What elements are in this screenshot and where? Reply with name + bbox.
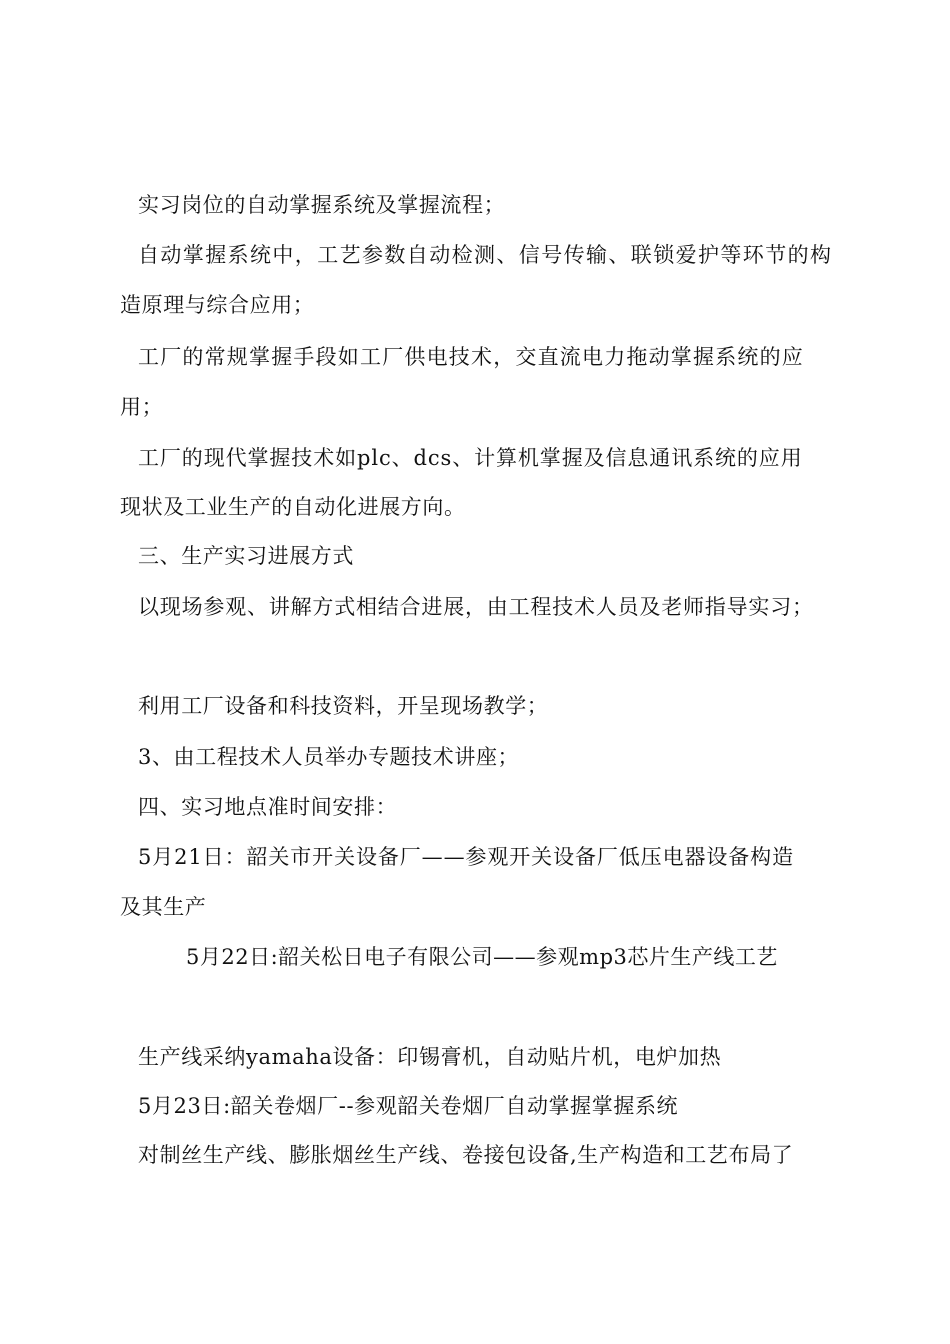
text-line: 现状及工业生产的自动化进展方向。 bbox=[120, 495, 466, 519]
text-line: 工厂的常规掌握手段如工厂供电技术，交直流电力拖动掌握系统的应 bbox=[138, 345, 804, 369]
text-line: 及其生产 bbox=[120, 895, 207, 919]
text-line: 实习岗位的自动掌握系统及掌握流程； bbox=[138, 193, 506, 217]
text-line: 以现场参观、讲解方式相结合进展，由工程技术人员及老师指导实习； bbox=[138, 595, 814, 619]
section-heading: 四、实习地点准时间安排： bbox=[138, 795, 398, 819]
text-line: 利用工厂设备和科技资料，开呈现场教学； bbox=[138, 694, 549, 718]
text-line: 用； bbox=[120, 395, 164, 419]
text-line: 生产线采纳yamaha设备：印锡膏机，自动贴片机，电炉加热 bbox=[138, 1045, 722, 1069]
text-line: 自动掌握系统中，工艺参数自动检测、信号传输、联锁爱护等环节的构 bbox=[138, 243, 833, 267]
schedule-item: 5月23日:韶关卷烟厂--参观韶关卷烟厂自动掌握掌握系统 bbox=[138, 1094, 679, 1118]
text-line: 3、由工程技术人员举办专题技术讲座； bbox=[138, 745, 520, 769]
text-line: 造原理与综合应用； bbox=[120, 293, 315, 317]
schedule-item: 5月22日:韶关松日电子有限公司——参观mp3芯片生产线工艺 bbox=[186, 945, 778, 969]
text-line: 对制丝生产线、膨胀烟丝生产线、卷接包设备,生产构造和工艺布局了 bbox=[138, 1143, 794, 1167]
section-heading: 三、生产实习进展方式 bbox=[138, 544, 354, 568]
schedule-item: 5月21日：韶关市开关设备厂——参观开关设备厂低压电器设备构造 bbox=[138, 845, 794, 869]
text-line: 工厂的现代掌握技术如plc、dcs、计算机掌握及信息通讯系统的应用 bbox=[138, 446, 803, 470]
